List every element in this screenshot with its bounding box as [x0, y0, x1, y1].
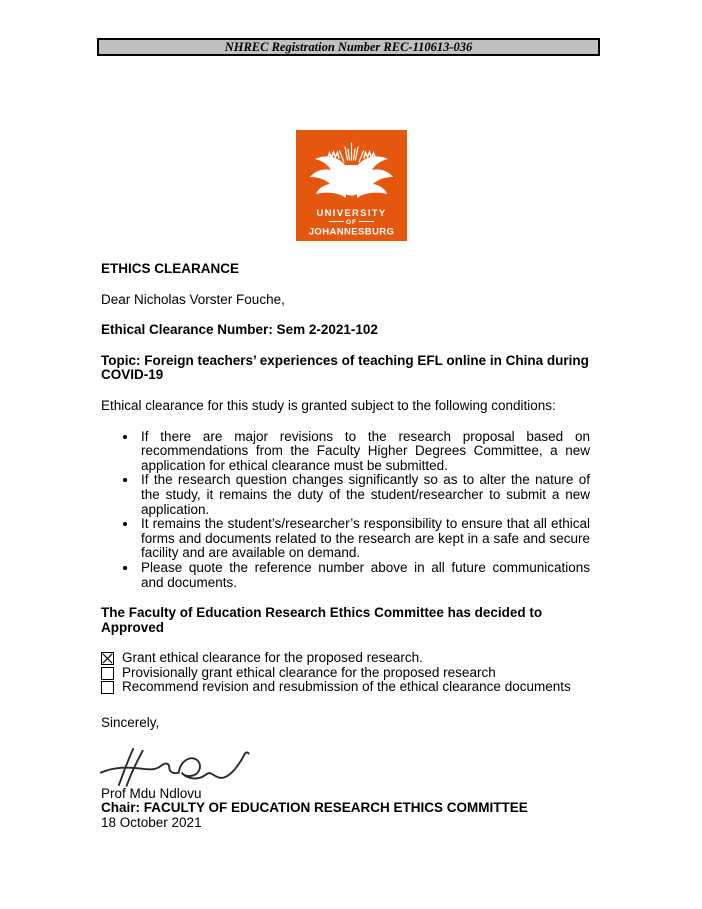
option-label: Grant ethical clearance for the proposed research.: [122, 650, 423, 666]
checkbox-provisional-clearance[interactable]: [101, 667, 114, 680]
option-row: [101, 651, 590, 666]
checkbox-x-mark-icon: [102, 653, 113, 664]
condition-item: • If the research question changes significantly so as to alter the nature of the study, it remains the duty of the student/researcher to submit a new application.: [138, 473, 590, 517]
uj-logo-city-text: JOHANNESBURG: [308, 226, 395, 238]
signer-title: Chair: FACULTY OF EDUCATION RESEARCH ETHICS COMMITTEE: [101, 800, 528, 816]
condition-item: • If there are major revisions to the research proposal based on recommendations from the Faculty Higher Degrees Committee, a new application for ethical clearance must be submitted.: [138, 430, 590, 474]
checkbox-grant-clearance[interactable]: [101, 652, 114, 665]
uj-logo-university-text: UNIVERSITY: [316, 208, 387, 219]
salutation: Dear Nicholas Vorster Fouche,: [101, 291, 285, 307]
condition-item: • Please quote the reference number above in all future communications and documents.: [138, 561, 590, 590]
letter-heading: ETHICS CLEARANCE: [101, 261, 240, 276]
conditions-list: [101, 430, 590, 591]
uj-logo: [296, 130, 407, 241]
letter-date: 18 October 2021: [101, 814, 202, 830]
signature: [99, 743, 590, 787]
option-label: Provisionally grant ethical clearance for the proposed research: [122, 664, 496, 680]
uj-shield-icon: [340, 165, 363, 196]
letter-body: [101, 262, 590, 830]
condition-item: • It remains the student’s/researcher’s responsibility to ensure that all ethical forms and documents related to the research are kept in a safe and secure facility and are available on demand.: [138, 517, 590, 561]
topic: Topic: Foreign teachers’ experiences of teaching EFL online in China during COVID-19: [101, 352, 589, 383]
nhrec-banner-text: NHREC Registration Number REC-110613-036: [224, 40, 473, 54]
option-row: [101, 680, 590, 695]
uj-logo-of-text: OF: [345, 219, 358, 227]
closing: Sincerely,: [101, 715, 160, 731]
decision-heading: The Faculty of Education Research Ethics Committee has decided to Approved: [101, 605, 543, 635]
option-row: [101, 666, 590, 681]
decision-options: [101, 651, 590, 695]
option-label: Recommend revision and resubmission of the ethical clearance documents: [122, 679, 571, 695]
signer-name: Prof Mdu Ndlovu: [101, 785, 202, 801]
handwritten-signature-icon: [99, 743, 251, 787]
checkbox-recommend-revision[interactable]: [101, 681, 114, 694]
nhrec-banner: [97, 38, 600, 56]
conditions-intro: Ethical clearance for this study is granted subject to the following conditions:: [101, 397, 556, 413]
uj-logo-graphic: [296, 130, 407, 241]
clearance-number: Ethical Clearance Number: Sem 2-2021-102: [101, 322, 378, 338]
